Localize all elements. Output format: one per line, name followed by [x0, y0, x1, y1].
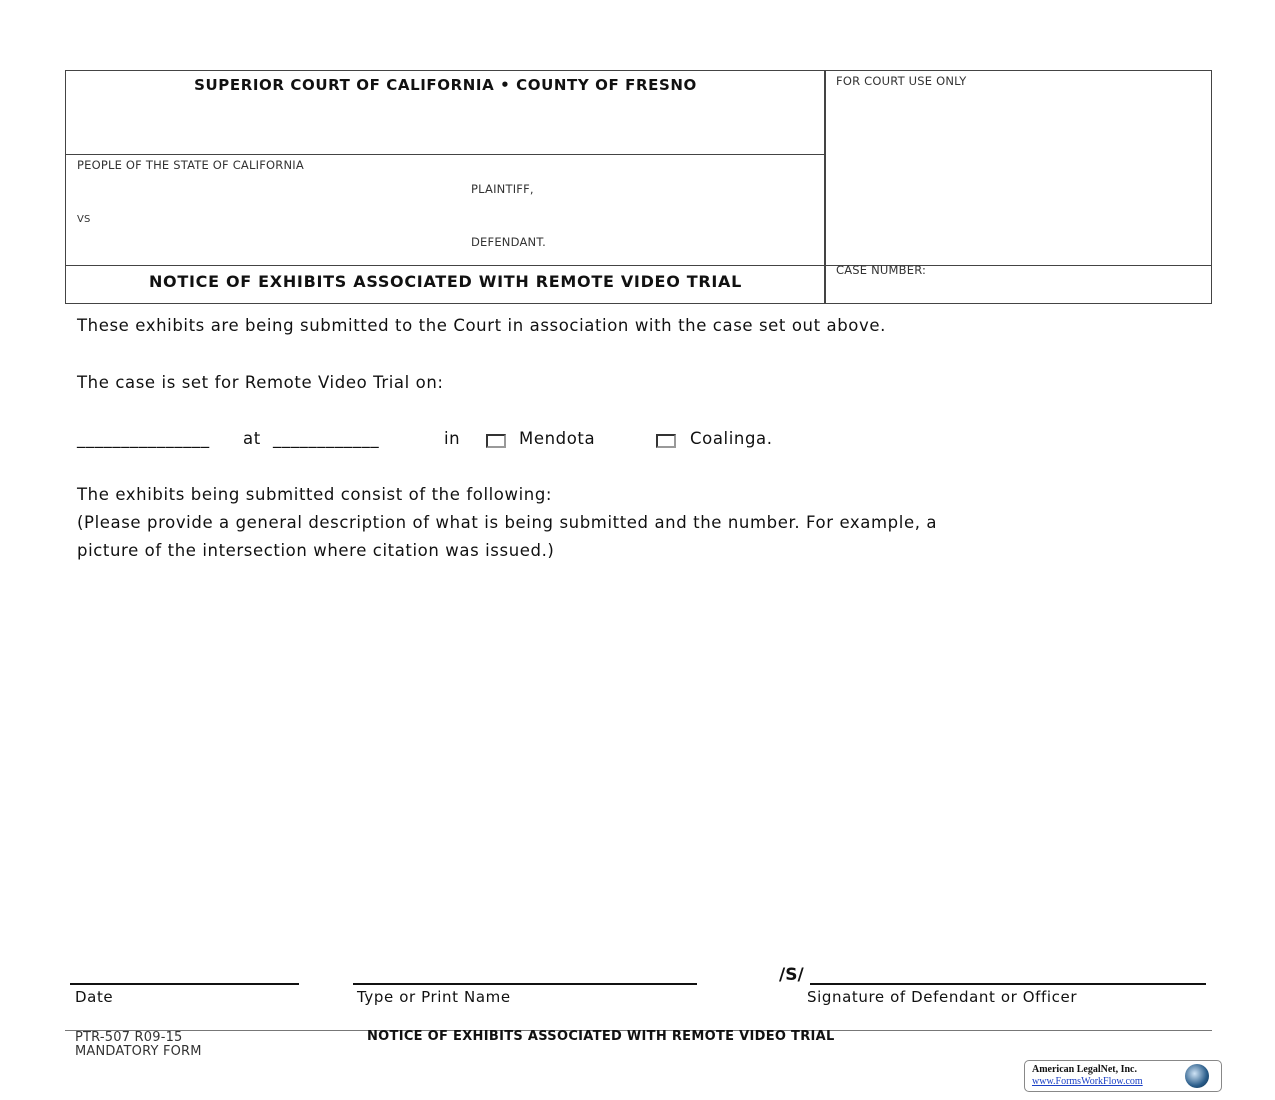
globe-icon	[1185, 1064, 1209, 1088]
name-label: Type or Print Name	[357, 988, 511, 1006]
date-label: Date	[75, 988, 114, 1006]
mendota-label: Mendota	[519, 429, 596, 448]
name-signature-line[interactable]	[353, 983, 697, 985]
logo-name: American LegalNet, Inc.	[1032, 1064, 1137, 1075]
in-label: in	[444, 429, 461, 448]
trial-date-field[interactable]: _______________	[77, 429, 210, 448]
caption-box	[65, 70, 826, 304]
mandatory-form: MANDATORY FORM	[75, 1044, 202, 1059]
intro-text: These exhibits are being submitted to the Court in association with the case set out above.	[77, 316, 886, 335]
plaintiff-name: PEOPLE OF THE STATE OF CALIFORNIA	[77, 158, 304, 172]
trial-set-text: The case is set for Remote Video Trial on:	[77, 373, 444, 392]
logo-url[interactable]: www.FormsWorkFlow.com	[1032, 1076, 1143, 1087]
vs-label: VS	[77, 214, 91, 225]
mendota-checkbox[interactable]	[486, 434, 506, 448]
form-title: NOTICE OF EXHIBITS ASSOCIATED WITH REMOTE VIDEO TRIAL	[148, 272, 743, 291]
coalinga-label: Coalinga.	[690, 429, 773, 448]
divider	[65, 265, 1212, 266]
form-code: PTR-507 R09-15	[75, 1030, 183, 1045]
exhibits-note-line1: (Please provide a general description of what is being submitted and the number. For example, a	[77, 513, 938, 532]
trial-time-field[interactable]: ____________	[273, 429, 380, 448]
divider	[65, 154, 825, 155]
defendant-label: DEFENDANT.	[471, 235, 547, 249]
officer-signature-line[interactable]	[810, 983, 1206, 985]
american-legalnet-logo[interactable]	[1024, 1060, 1222, 1092]
date-signature-line[interactable]	[70, 983, 299, 985]
coalinga-checkbox[interactable]	[656, 434, 676, 448]
court-use-label: FOR COURT USE ONLY	[836, 74, 967, 88]
plaintiff-label: PLAINTIFF,	[471, 182, 534, 196]
case-number-label: CASE NUMBER:	[836, 263, 927, 277]
exhibits-intro: The exhibits being submitted consist of the following:	[77, 485, 553, 504]
exhibits-note-line2: picture of the intersection where citation was issued.)	[77, 541, 555, 560]
signature-label: Signature of Defendant or Officer	[807, 988, 1078, 1006]
at-label: at	[243, 429, 261, 448]
sig-prefix: /S/	[779, 965, 804, 985]
court-title: SUPERIOR COURT OF CALIFORNIA • COUNTY OF FRESNO	[194, 76, 697, 94]
footer-title: NOTICE OF EXHIBITS ASSOCIATED WITH REMOTE VIDEO TRIAL	[367, 1029, 835, 1044]
